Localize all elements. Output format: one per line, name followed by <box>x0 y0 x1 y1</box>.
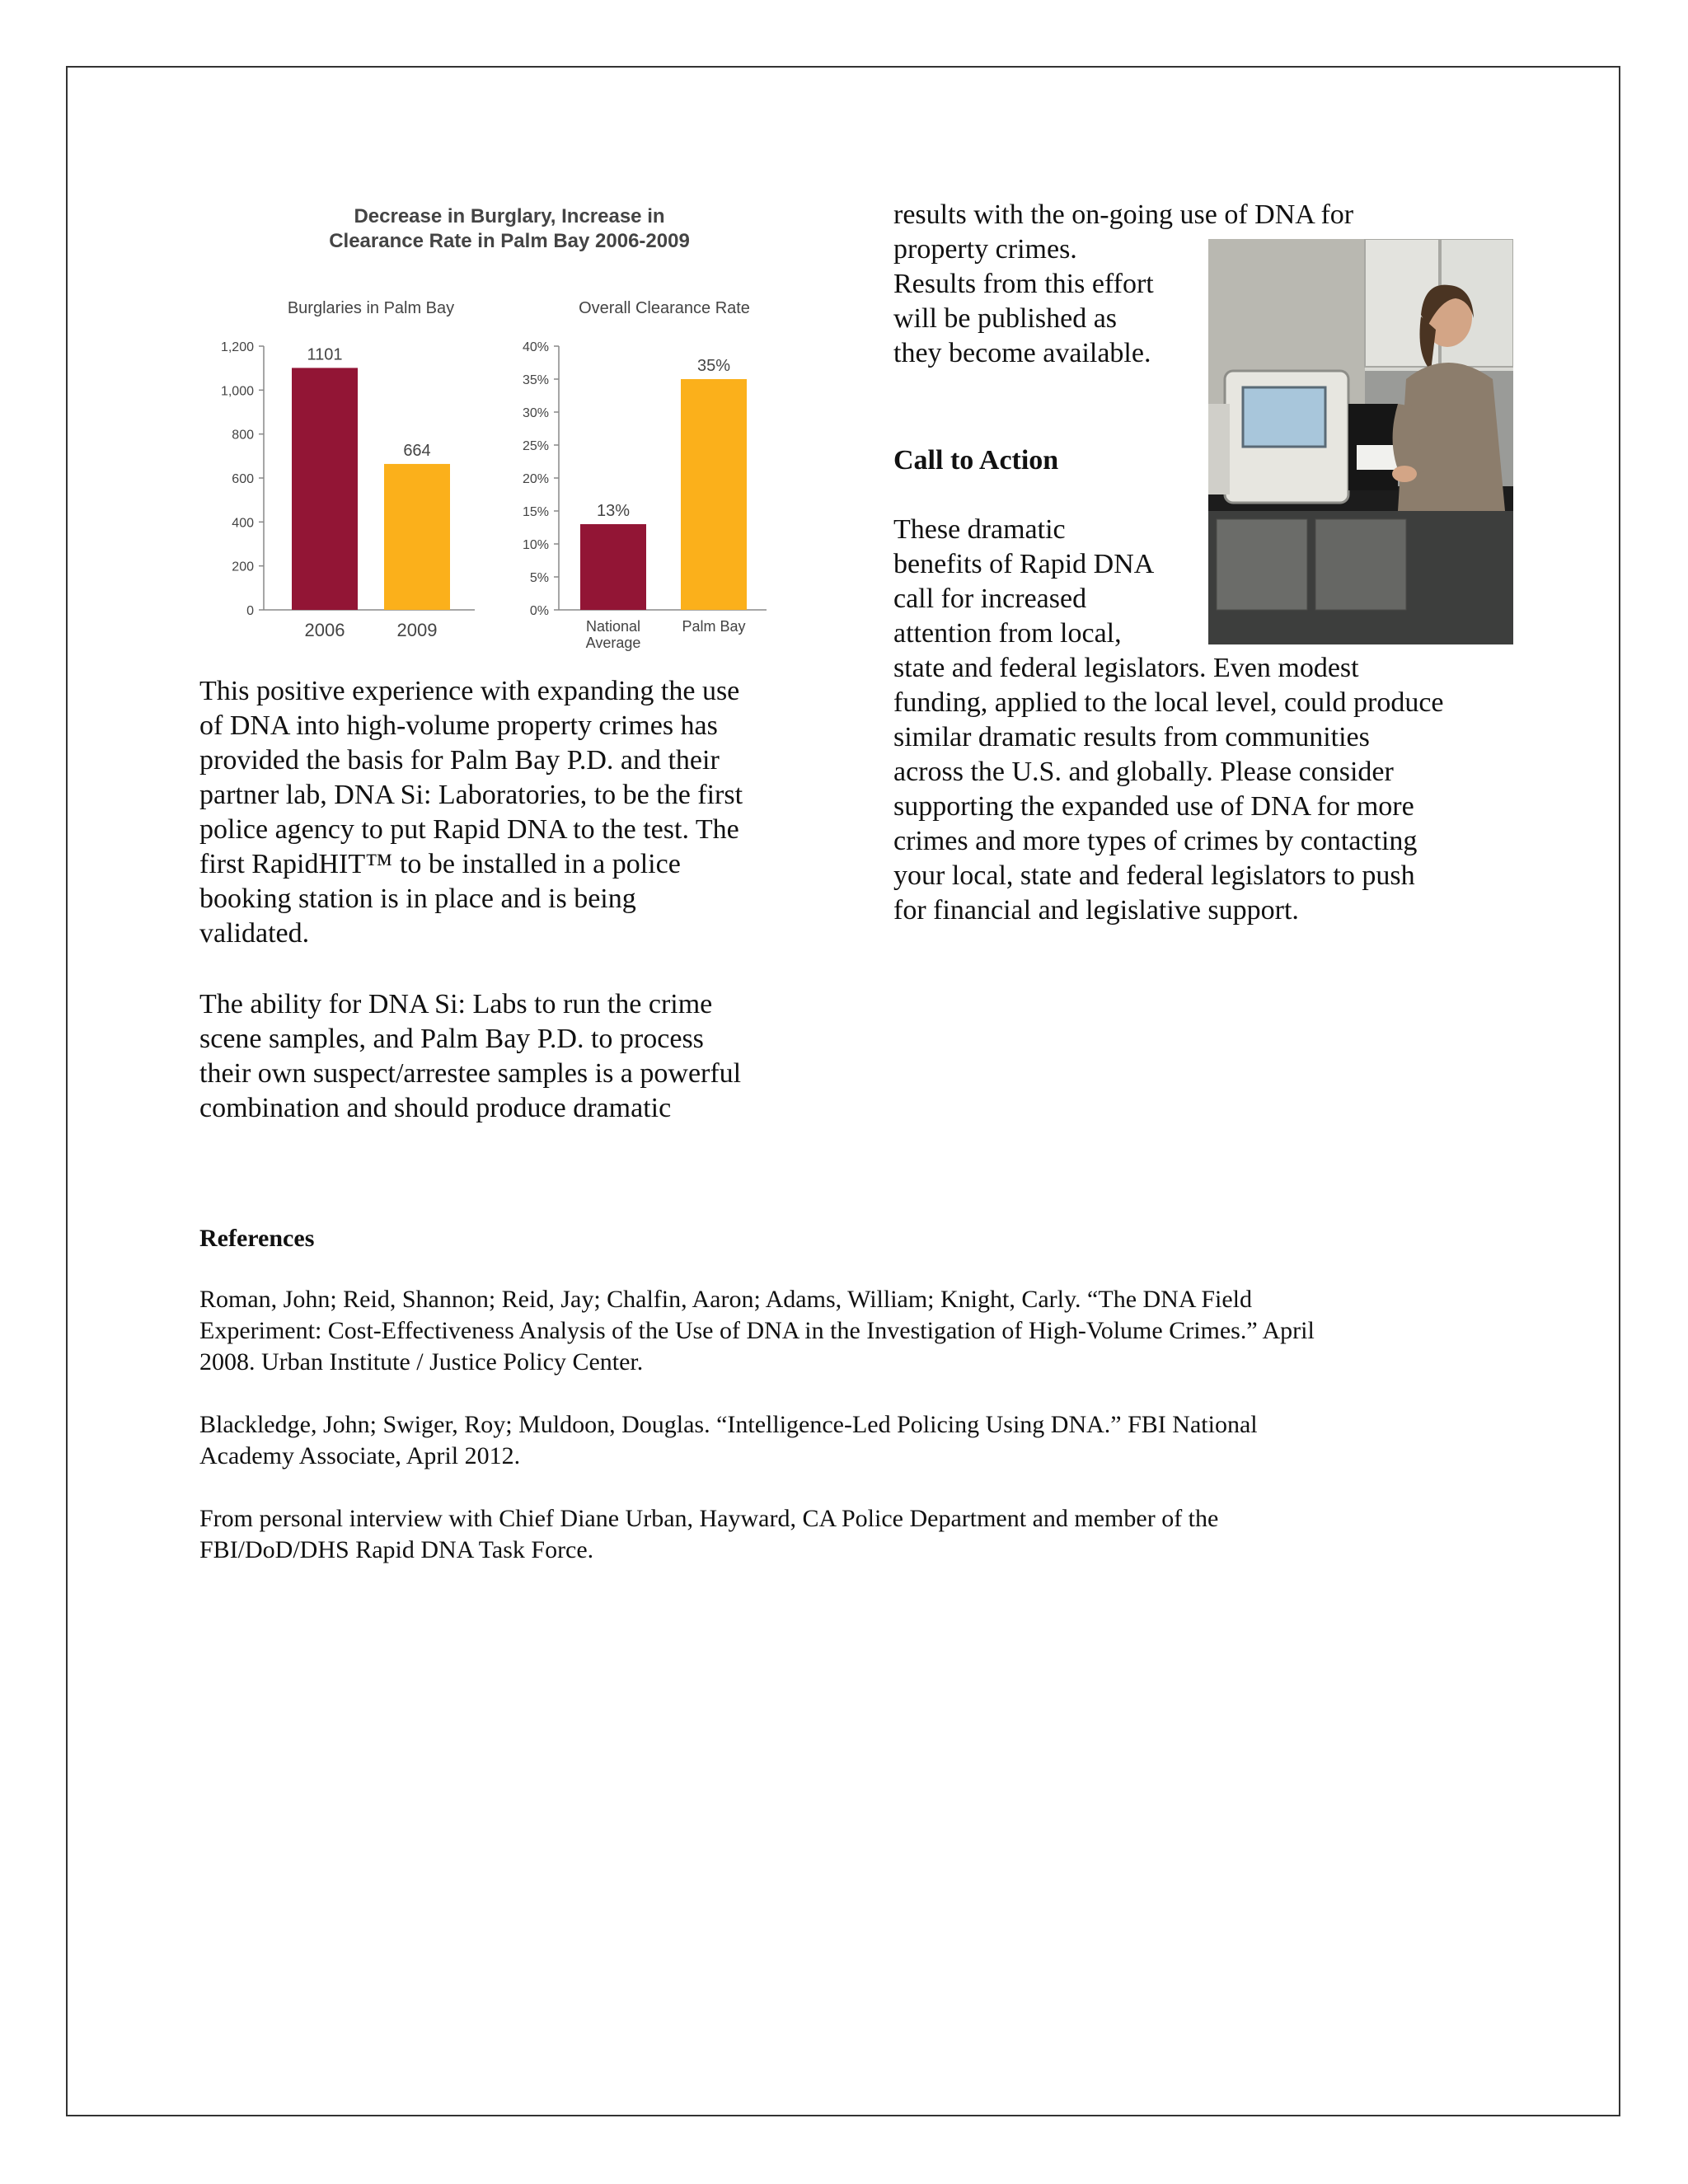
left-paragraph-1-lines <box>199 674 743 951</box>
y-tick-label: 600 <box>232 472 254 486</box>
text-line: funding, applied to the local level, could produce <box>893 687 1444 718</box>
references-heading: References <box>199 1225 315 1252</box>
bar <box>580 524 646 610</box>
text-line: will be published as <box>893 303 1118 334</box>
y-tick-label: 400 <box>232 516 254 531</box>
category-label: 2006 <box>304 620 345 640</box>
text-line: their own suspect/arrestee samples is a powerful <box>199 1058 742 1089</box>
left-paragraph-2-lines <box>199 987 741 1126</box>
text-line: This positive experience with expanding the use <box>199 676 740 706</box>
y-tick-label: 5% <box>529 571 549 585</box>
left-paragraph-1 <box>199 674 743 951</box>
y-tick-label: 35% <box>522 373 549 387</box>
panel-title: Overall Clearance Rate <box>579 299 750 317</box>
y-tick-label: 1,200 <box>220 340 254 354</box>
bar <box>292 368 358 610</box>
reference-item <box>199 1409 1258 1472</box>
reference-item <box>199 1284 1315 1378</box>
bar <box>681 379 747 610</box>
reference-line: Experiment: Cost-Effectiveness Analysis of the Use of DNA in the Investigation of High-Volume Crimes.” April <box>199 1317 1315 1344</box>
text-line: scene samples, and Palm Bay P.D. to process <box>199 1024 704 1054</box>
text-line: provided the basis for Palm Bay P.D. and their <box>199 745 720 776</box>
data-label: 13% <box>596 502 631 520</box>
text-line: first RapidHIT™ to be installed in a police <box>199 849 681 879</box>
call-to-action-lines <box>893 513 1444 928</box>
y-tick-label: 800 <box>232 428 254 443</box>
text-line: crimes and more types of crimes by contacting <box>893 826 1418 856</box>
left-paragraph-2 <box>199 987 741 1126</box>
data-label: 35% <box>696 357 731 375</box>
panel-title: Burglaries in Palm Bay <box>287 299 455 317</box>
data-label: 664 <box>403 441 431 460</box>
y-tick-label: 15% <box>522 505 549 519</box>
text-line: property crimes. <box>893 234 1077 265</box>
call-to-action-heading: Call to Action <box>893 445 1059 476</box>
chart-title-line1: Decrease in Burglary, Increase in <box>354 205 665 227</box>
right-continuation-lines <box>893 198 1353 371</box>
text-line: Results from this effort <box>893 269 1154 299</box>
text-line: attention from local, <box>893 618 1122 649</box>
text-line: similar dramatic results from communities <box>893 722 1370 752</box>
text-line: state and federal legislators. Even modest <box>893 653 1359 683</box>
reference-line: Blackledge, John; Swiger, Roy; Muldoon, Douglas. “Intelligence-Led Policing Using DNA.” FBI National <box>199 1411 1258 1438</box>
text-line: validated. <box>199 918 310 949</box>
text-line: they become available. <box>893 338 1151 368</box>
text-line: combination and should produce dramatic <box>199 1093 672 1123</box>
text-line: for financial and legislative support. <box>893 895 1299 926</box>
y-tick-label: 30% <box>522 406 549 420</box>
reference-item <box>199 1503 1218 1566</box>
text-line: of DNA into high-volume property crimes has <box>199 710 718 741</box>
data-label: 1101 <box>307 345 343 364</box>
y-tick-label: 0 <box>246 604 254 618</box>
text-line: your local, state and federal legislators to push <box>893 860 1415 891</box>
text-line: supporting the expanded use of DNA for more <box>893 791 1414 822</box>
burglaries-panel <box>221 299 475 640</box>
reference-line: FBI/DoD/DHS Rapid DNA Task Force. <box>199 1536 594 1563</box>
reference-line: Roman, John; Reid, Shannon; Reid, Jay; Chalfin, Aaron; Adams, William; Knight, Carly. “The DNA Field <box>199 1286 1253 1313</box>
y-tick-label: 200 <box>232 560 254 574</box>
y-tick-label: 1,000 <box>220 384 254 399</box>
y-tick-label: 20% <box>522 472 549 486</box>
text-line: These dramatic <box>893 514 1066 545</box>
clearance-rate-panel <box>523 299 767 651</box>
y-tick-label: 25% <box>522 439 549 453</box>
category-label: 2009 <box>396 620 438 640</box>
y-tick-label: 10% <box>522 538 549 552</box>
bar <box>384 464 450 610</box>
text-line: partner lab, DNA Si: Laboratories, to be the first <box>199 780 743 810</box>
category-label: Palm Bay <box>682 618 746 635</box>
right-continuation-paragraph <box>893 198 1353 371</box>
category-label: National <box>585 618 641 635</box>
text-line: police agency to put Rapid DNA to the test. The <box>199 814 739 845</box>
text-line: benefits of Rapid DNA <box>893 549 1155 579</box>
y-tick-label: 40% <box>522 340 549 354</box>
call-to-action-paragraph <box>893 513 1444 928</box>
text-line: The ability for DNA Si: Labs to run the crime <box>199 989 713 1019</box>
burglary-clearance-chart <box>198 198 791 659</box>
text-line: call for increased <box>893 583 1087 614</box>
reference-line: From personal interview with Chief Diane Urban, Hayward, CA Police Department and member of the <box>199 1505 1219 1532</box>
y-tick-label: 0% <box>529 604 549 618</box>
text-line: results with the on-going use of DNA for <box>893 199 1354 230</box>
chart-title-line2: Clearance Rate in Palm Bay 2006-2009 <box>329 230 690 252</box>
category-label: Average <box>585 635 641 651</box>
text-line: across the U.S. and globally. Please consider <box>893 757 1394 787</box>
reference-line: 2008. Urban Institute / Justice Policy Center. <box>199 1348 644 1376</box>
reference-line: Academy Associate, April 2012. <box>199 1442 521 1469</box>
text-line: booking station is in place and is being <box>199 883 636 914</box>
